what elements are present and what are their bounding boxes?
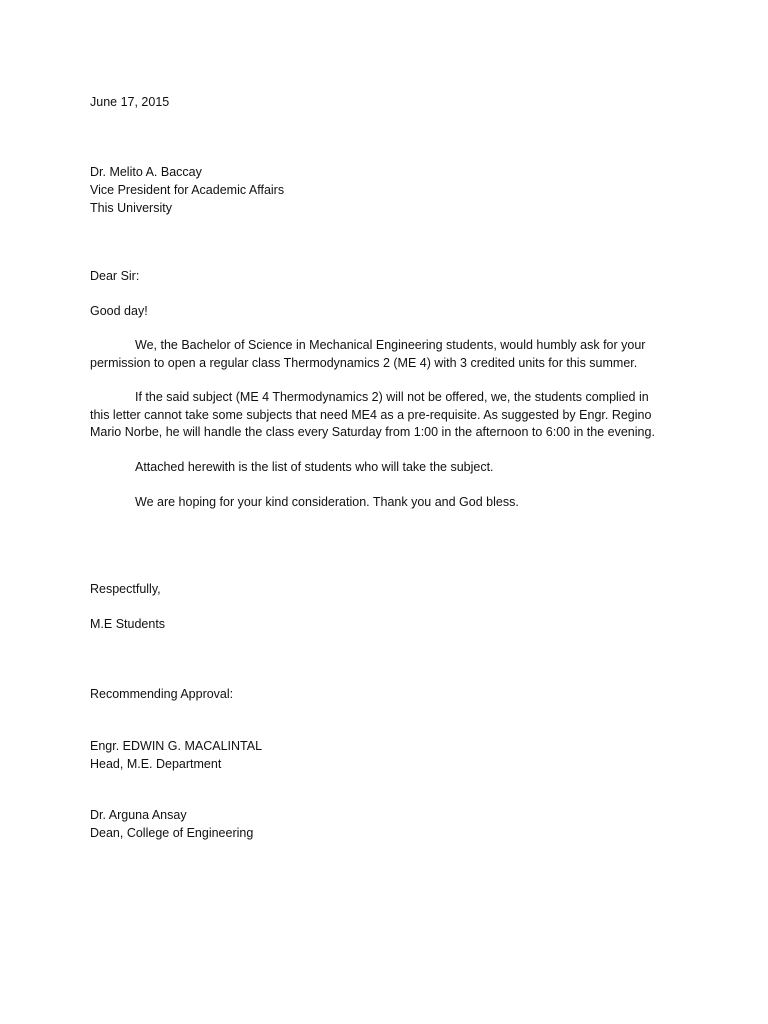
recipient-org: This University <box>90 201 172 215</box>
letter-date: June 17, 2015 <box>90 95 170 109</box>
recipient-title: Vice President for Academic Affairs <box>90 183 285 197</box>
body-paragraph-1 <box>90 337 670 372</box>
salutation: Dear Sir: <box>90 269 140 283</box>
signatory-name: Engr. EDWIN G. MACALINTAL <box>90 739 263 753</box>
sender: M.E Students <box>90 617 166 631</box>
body-paragraph-2 <box>90 389 670 442</box>
signatory-name: Dr. Arguna Ansay <box>90 808 187 822</box>
paragraph-line: We are hoping for your kind consideration. Thank you and God bless. <box>135 495 519 509</box>
signatory-title: Head, M.E. Department <box>90 757 222 771</box>
body-paragraph-4 <box>90 494 670 512</box>
paragraph-line: We, the Bachelor of Science in Mechanical Engineering students, would humbly ask for your <box>135 338 646 352</box>
greeting: Good day! <box>90 304 148 318</box>
paragraph-line: If the said subject (ME 4 Thermodynamics 2) will not be offered, we, the students complied in <box>135 390 649 404</box>
recipient-name: Dr. Melito A. Baccay <box>90 165 202 179</box>
paragraph-line: Mario Norbe, he will handle the class every Saturday from 1:00 in the afternoon to 6:00 in the evening. <box>90 425 655 439</box>
recommending-approval: Recommending Approval: <box>90 687 234 701</box>
body-paragraph-3 <box>90 459 670 477</box>
closing: Respectfully, <box>90 582 161 596</box>
paragraph-line: Attached herewith is the list of students who will take the subject. <box>135 460 494 474</box>
signatory-title: Dean, College of Engineering <box>90 826 254 840</box>
paragraph-line: permission to open a regular class Thermodynamics 2 (ME 4) with 3 credited units for this summer. <box>90 355 638 370</box>
paragraph-line: this letter cannot take some subjects that need ME4 as a pre-requisite. As suggested by Engr. Regino <box>90 407 652 422</box>
